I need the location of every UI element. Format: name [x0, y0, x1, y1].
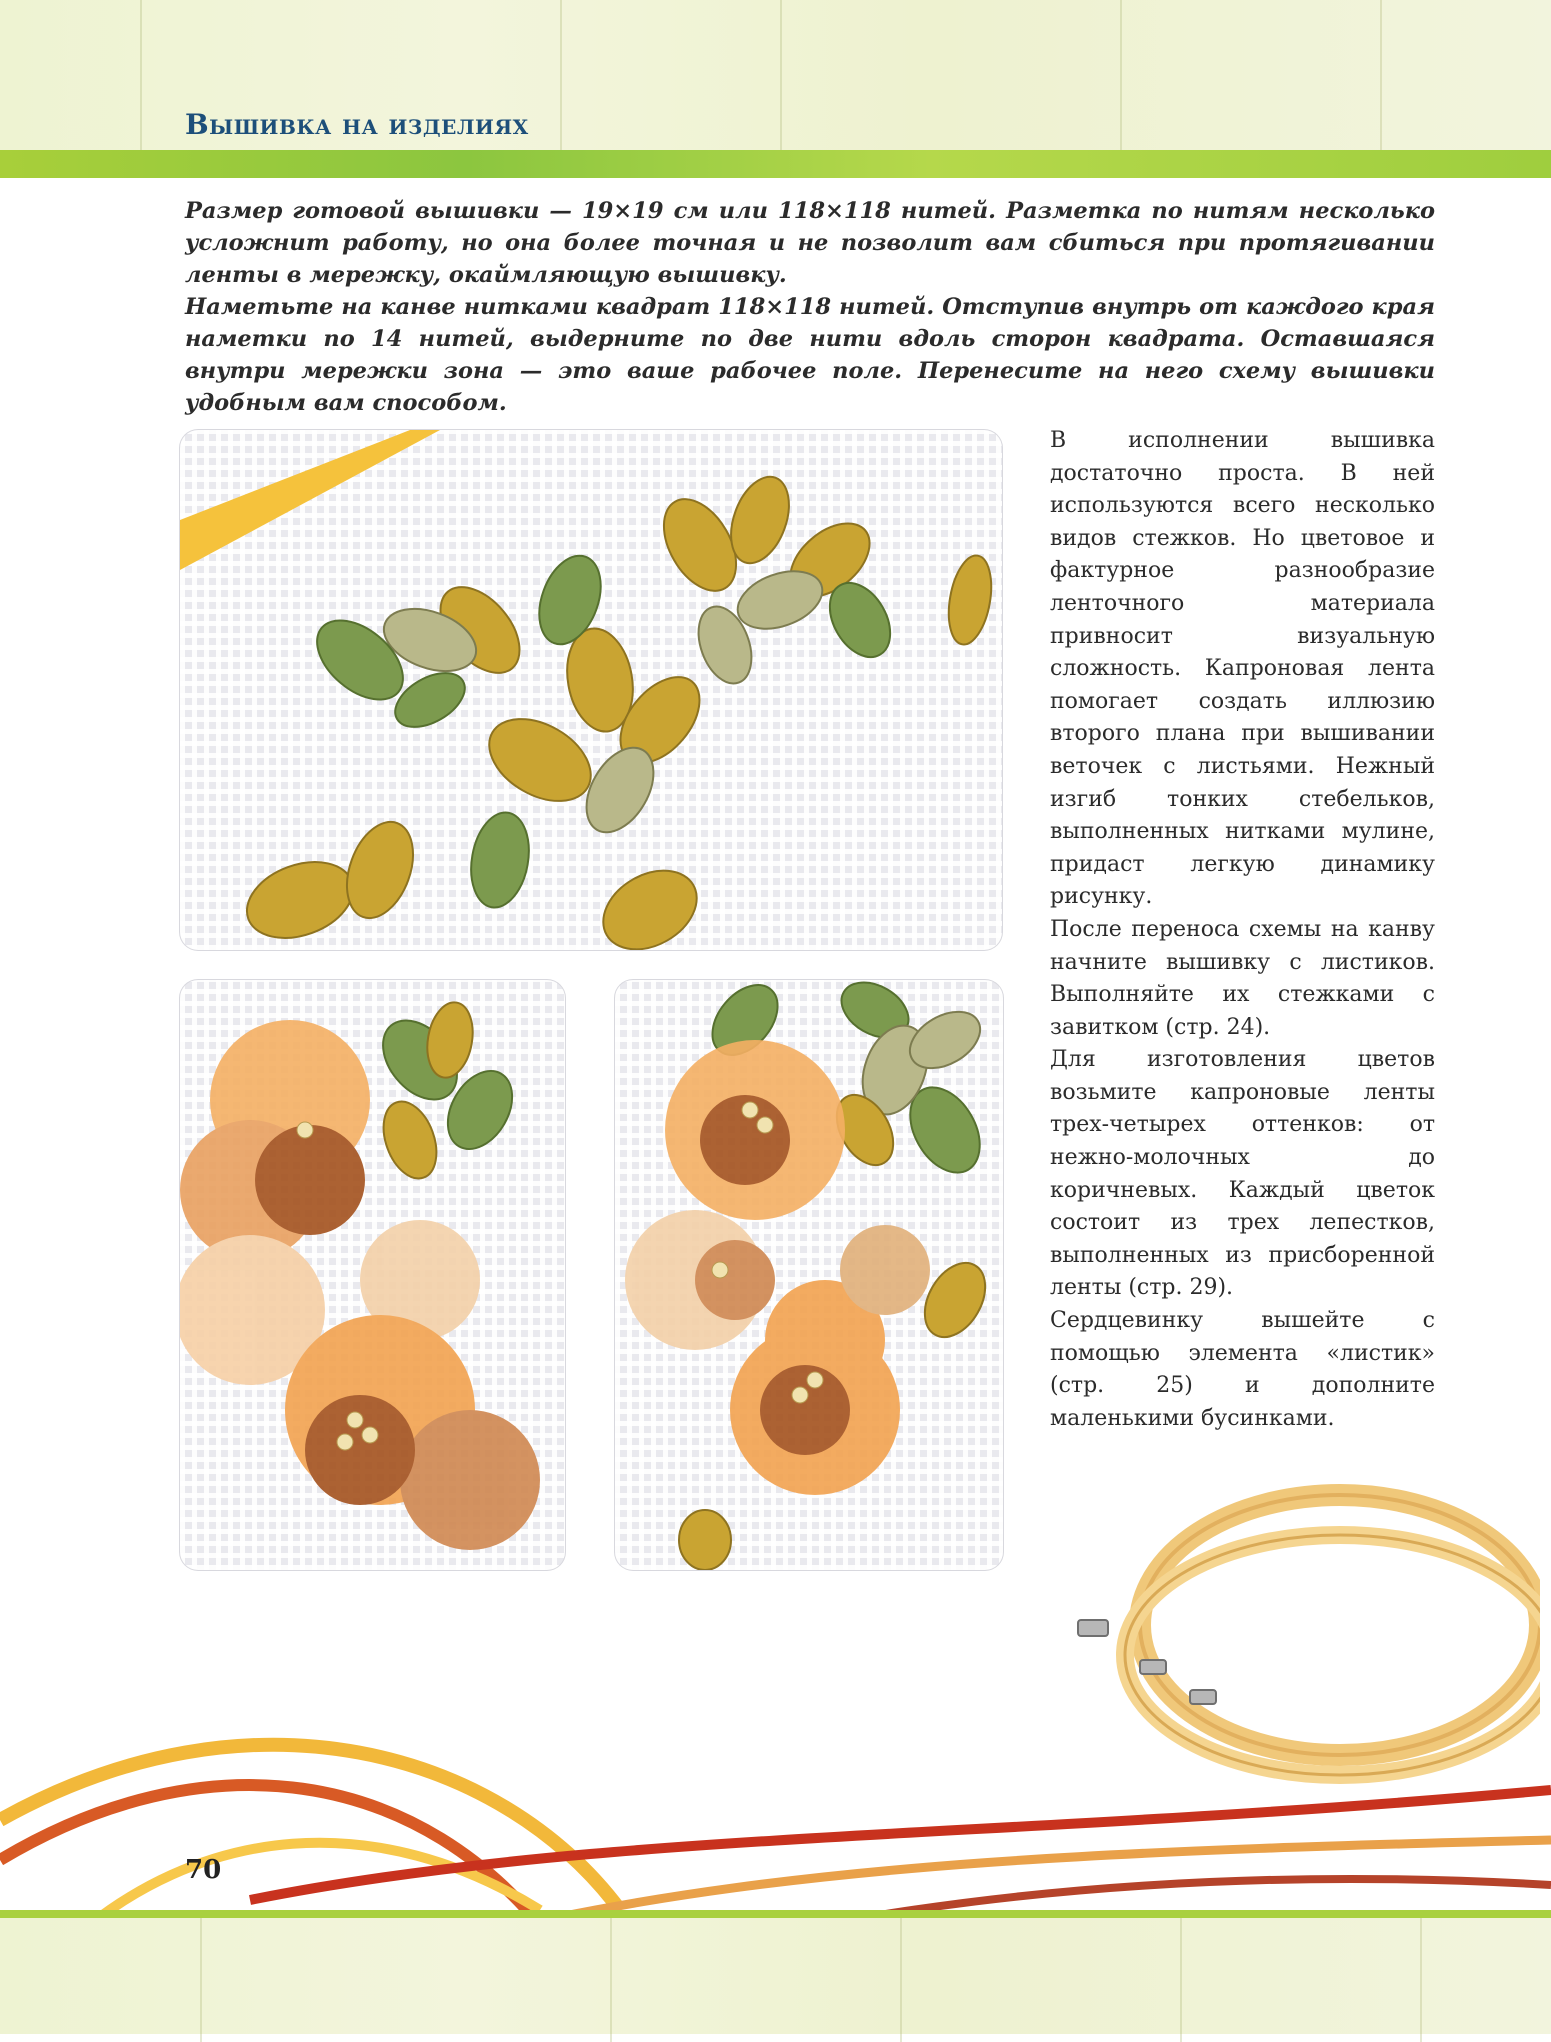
embroidery-leaves-photo [180, 430, 1002, 950]
page-number: 70 [185, 1855, 222, 1885]
intro-paragraph-2: Наметьте на канве нитками квадрат 118×118 нитей. Отступив внутрь от каждого края наметки по 14 нитей, выдерните по две нити вдоль сторон квадрата. Оставшаяся внутри мережки зона — это ваше рабочее поле. Перенесите на него схему вышивки удобным вам способом. [185, 294, 1435, 416]
section-title: Вышивка на изделиях [185, 108, 529, 141]
intro-text [185, 195, 1435, 419]
body-text [1050, 425, 1435, 1435]
body-paragraph-2: После переноса схемы на канву начните вышивку с листиков. Выполняйте их стежками с завитком (стр. 24). [1050, 916, 1435, 1040]
embroidery-flowers-photo-right [615, 980, 1003, 1570]
embroidery-flowers-photo-left [180, 980, 565, 1570]
intro-paragraph-1: Размер готовой вышивки — 19×19 см или 118×118 нитей. Разметка по нитям несколько усложнит работу, но она более точная и не позволит вам сбиться при протягивании ленты в мережку, окаймляющую вышивку. [185, 198, 1435, 288]
body-paragraph-4: Сердцевинку вышейте с помощью элемента «листик» (стр. 25) и дополните маленькими бусинками. [1050, 1308, 1435, 1431]
body-paragraph-3: Для изготовления цветов возьмите капроновые ленты трех-четырех оттенков: от нежно-молочных до коричневых. Каждый цветок состоит из трех лепестков, выполненных из присборенной ленты (стр. 29). [1050, 1047, 1435, 1301]
header-stripe [0, 150, 1551, 178]
footer-band [0, 1910, 1551, 2034]
body-paragraph-1: В исполнении вышивка достаточно проста. В ней используются всего несколько видов стежков. Но цветовое и фактурное разнообразие ленточного материала привносит визуальную сложность. Капроновая лента помогает создать иллюзию второго плана при вышивании веточек с листьями. Нежный изгиб тонких стебельков, выполненных нитками мулине, придаст легкую динамику рисунку. [1050, 428, 1435, 910]
